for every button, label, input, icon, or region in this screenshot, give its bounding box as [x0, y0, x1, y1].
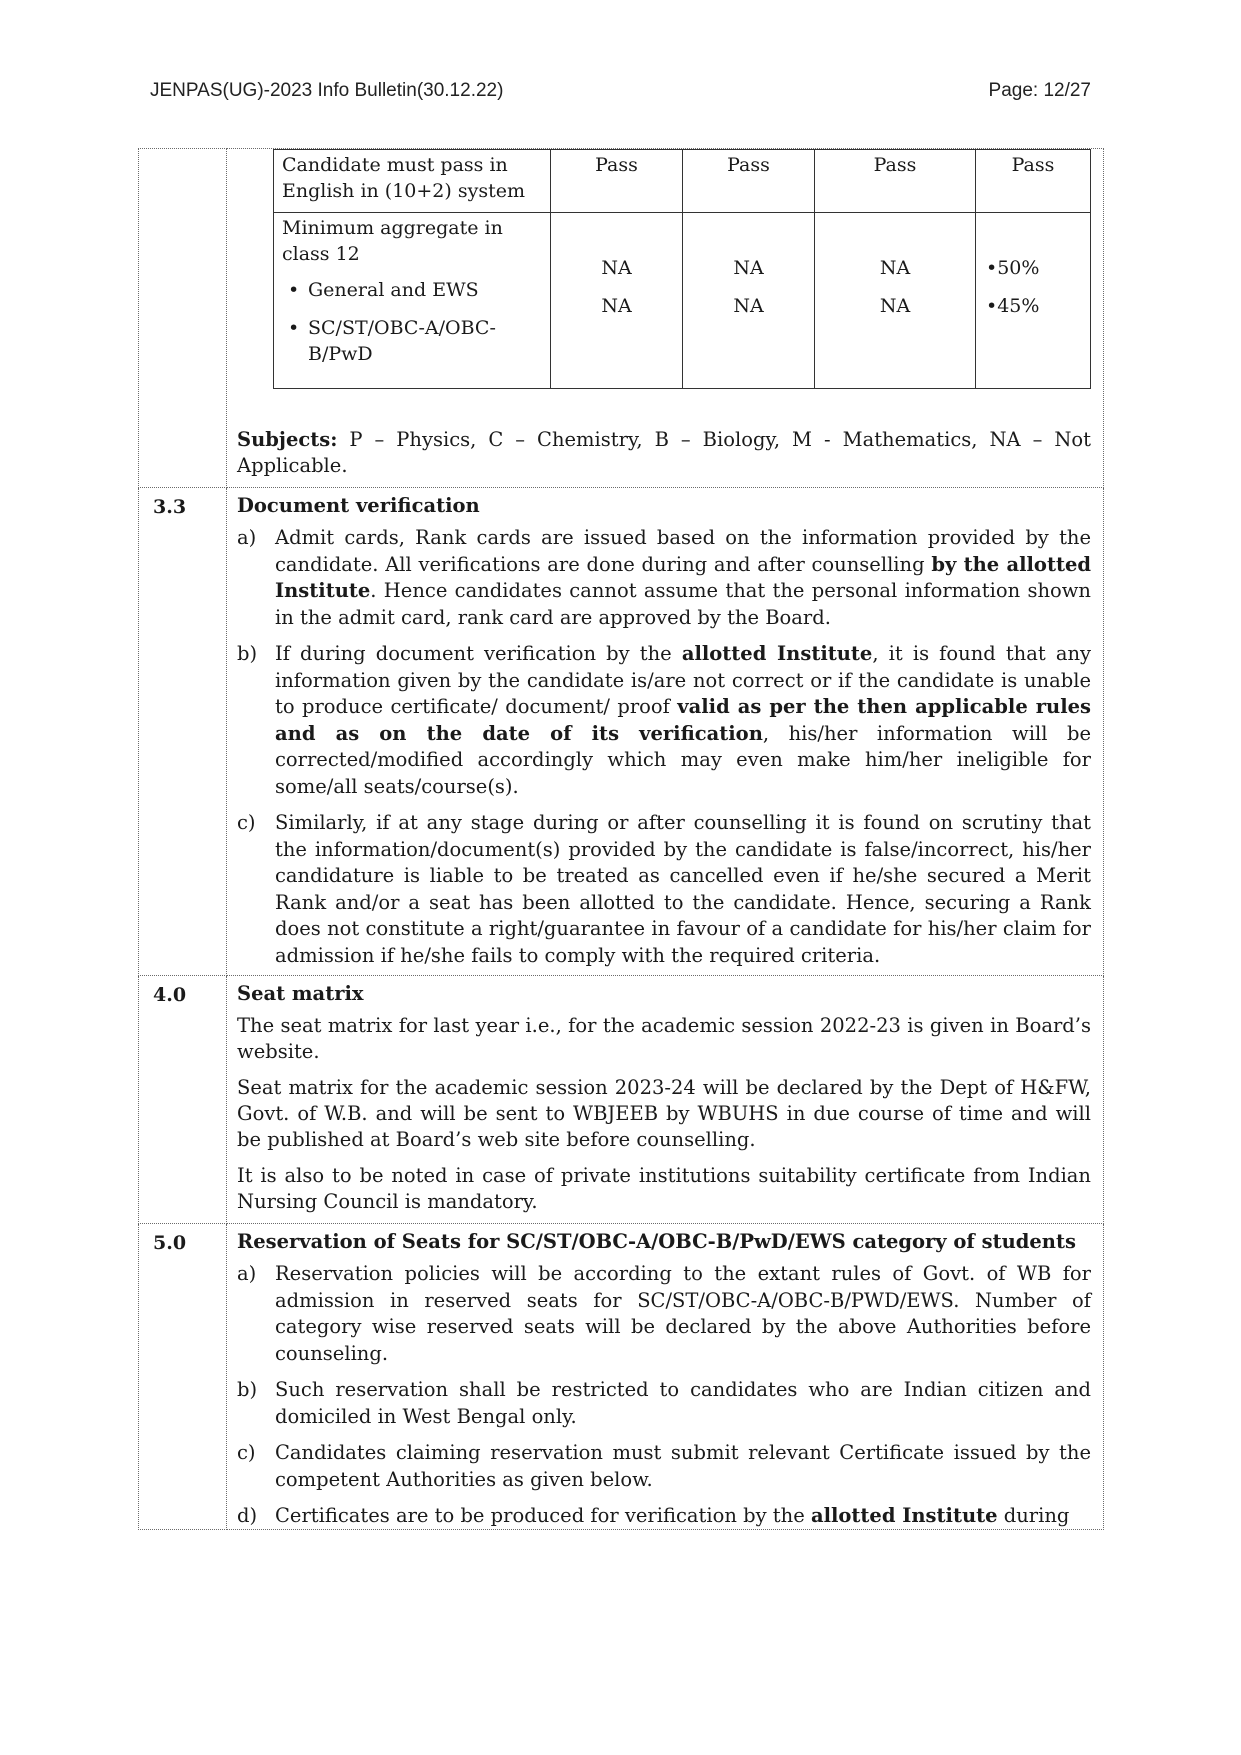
aggregate-label: Minimum aggregate in class 12 [282, 217, 503, 265]
section-3-3-row [139, 488, 1104, 976]
subjects-note-text: P – Physics, C – Chemistry, B – Biology, M - Mathematics, NA – Not Applicable. [237, 428, 1091, 477]
aggregate-bullet-reserved: • SC/ST/OBC-A/OBC-B/PwD [282, 315, 542, 367]
list-item-bold-text: by the allotted Institute [275, 552, 1091, 602]
eligibility-table [273, 149, 1091, 389]
section-4-0-row [139, 976, 1104, 1224]
subjects-note [237, 427, 1091, 479]
aggregate-col-1 [551, 213, 683, 389]
list-item [237, 1440, 1091, 1493]
page-number: Page: 12/27 [988, 80, 1091, 101]
list-item-text: If during document verification by the [275, 642, 682, 665]
list-item-text: , his/her information will be corrected/modified accordingly which may even make him/her ineligible for some/all seats/course(s). [275, 721, 1091, 798]
aggregate-bullet-general: • General and EWS [282, 277, 542, 303]
list-item-text: . Hence candidates cannot assume that the personal information shown in the admit card, rank card are approved by the Board. [275, 579, 1091, 629]
list-item-bold-text: allotted Institute [681, 642, 873, 665]
list-item-text: Admit cards, Rank cards are issued based on the information provided by the candidate. All verifications are done during and after counselling [275, 526, 1091, 576]
english-pass-value: Pass [683, 150, 815, 213]
aggregate-value: NA [601, 257, 632, 279]
aggregate-value: NA [733, 257, 764, 279]
eligibility-body [227, 149, 1104, 488]
aggregate-value: •45% [986, 295, 1040, 317]
list-item [237, 525, 1091, 631]
aggregate-value: NA [879, 295, 911, 317]
section-number: 5.0 [139, 1224, 227, 1530]
aggregate-value: NA [733, 295, 764, 317]
section-5-0-row [139, 1224, 1104, 1530]
list-item [237, 1261, 1091, 1367]
list-item-text: Such reservation shall be restricted to candidates who are Indian citizen and domiciled in West Bengal only. [275, 1378, 1091, 1428]
list-item-text: , it is found that any information given by the candidate is/are not correct or if the candidate is unable to produce certificate/ document/ proof [275, 642, 1092, 718]
list-item-text: Similarly, if at any stage during or after counselling it is found on scrutiny that the information/document(s) provided by the candidate is false/incorrect, his/her candidature is liable to be treated as cancelled even if he/she secured a Merit Rank and/or a seat has been allotted to the candidate. Hence, securing a Rank does not constitute a right/guarantee in favour of a candidate for his/her claim for admission if he/she fails to comply with the required criteria. [275, 811, 1091, 967]
list-item-marker: a) [237, 1262, 257, 1285]
list-item-marker: c) [237, 811, 256, 834]
list-item-text: Certificates are to be produced for verification by the [275, 1504, 811, 1527]
aggregate-value: NA [601, 295, 632, 317]
section-title: Reservation of Seats for SC/ST/OBC-A/OBC-B/PwD/EWS category of students [237, 1230, 1076, 1253]
list-item-marker: a) [237, 526, 257, 549]
list-item [237, 641, 1091, 800]
list-item-text: during [997, 1504, 1070, 1527]
aggregate-value: NA [879, 257, 911, 279]
section-title: Document verification [237, 494, 480, 517]
list-item-marker: d) [237, 1504, 258, 1527]
english-pass-value: Pass [815, 150, 976, 213]
english-pass-value: Pass [551, 150, 683, 213]
list-item-bold-text: valid as per the then applicable rules and as on the date of its verification [275, 695, 1092, 745]
aggregate-row [274, 213, 1091, 389]
list-item-marker: b) [237, 642, 258, 665]
english-pass-label: Candidate must pass in English in (10+2) system [274, 150, 551, 213]
content-table [138, 148, 1104, 1530]
section-number: 4.0 [139, 976, 227, 1224]
list-item [237, 1503, 1091, 1529]
section-number: 3.3 [139, 488, 227, 976]
section-5-0-body [227, 1224, 1104, 1530]
aggregate-value: •50% [986, 257, 1040, 279]
bulletin-header-title: JENPAS(UG)-2023 Info Bulletin(30.12.22) [150, 80, 504, 101]
eligibility-row [139, 149, 1104, 488]
list-item [237, 1377, 1091, 1430]
paragraph: Seat matrix for the academic session 2023-24 will be declared by the Dept of H&FW, Govt. of W.B. and will be sent to WBJEEB by WBUHS in due course of time and will be published at Board’s web site before counselling. [237, 1076, 1091, 1151]
english-pass-value: Pass [976, 150, 1091, 213]
list-item [237, 810, 1091, 969]
section-3-3-body [227, 488, 1104, 976]
aggregate-col-4 [976, 213, 1091, 389]
aggregate-label-cell [274, 213, 551, 389]
empty-number-cell [139, 149, 227, 488]
list-item-marker: c) [237, 1441, 256, 1464]
list-item-text: Reservation policies will be according to the extant rules of Govt. of WB for admission in reserved seats for SC/ST/OBC-A/OBC-B/PWD/EWS. Number of category wise reserved seats will be declared by the above Authorities before counseling. [275, 1262, 1091, 1365]
paragraph: It is also to be noted in case of private institutions suitability certificate from Indian Nursing Council is mandatory. [237, 1164, 1091, 1213]
aggregate-col-2 [683, 213, 815, 389]
paragraph: The seat matrix for last year i.e., for the academic session 2022-23 is given in Board’s website. [237, 1014, 1091, 1063]
subjects-note-label: Subjects: [237, 428, 338, 451]
list-item-marker: b) [237, 1378, 258, 1401]
english-pass-row [274, 150, 1091, 213]
aggregate-col-3 [815, 213, 976, 389]
list-item-text: Candidates claiming reservation must submit relevant Certificate issued by the competent Authorities as given below. [275, 1441, 1091, 1491]
section-4-0-body [227, 976, 1104, 1224]
section-title: Seat matrix [237, 982, 364, 1005]
list-item-bold-text: allotted Institute [810, 1504, 998, 1527]
